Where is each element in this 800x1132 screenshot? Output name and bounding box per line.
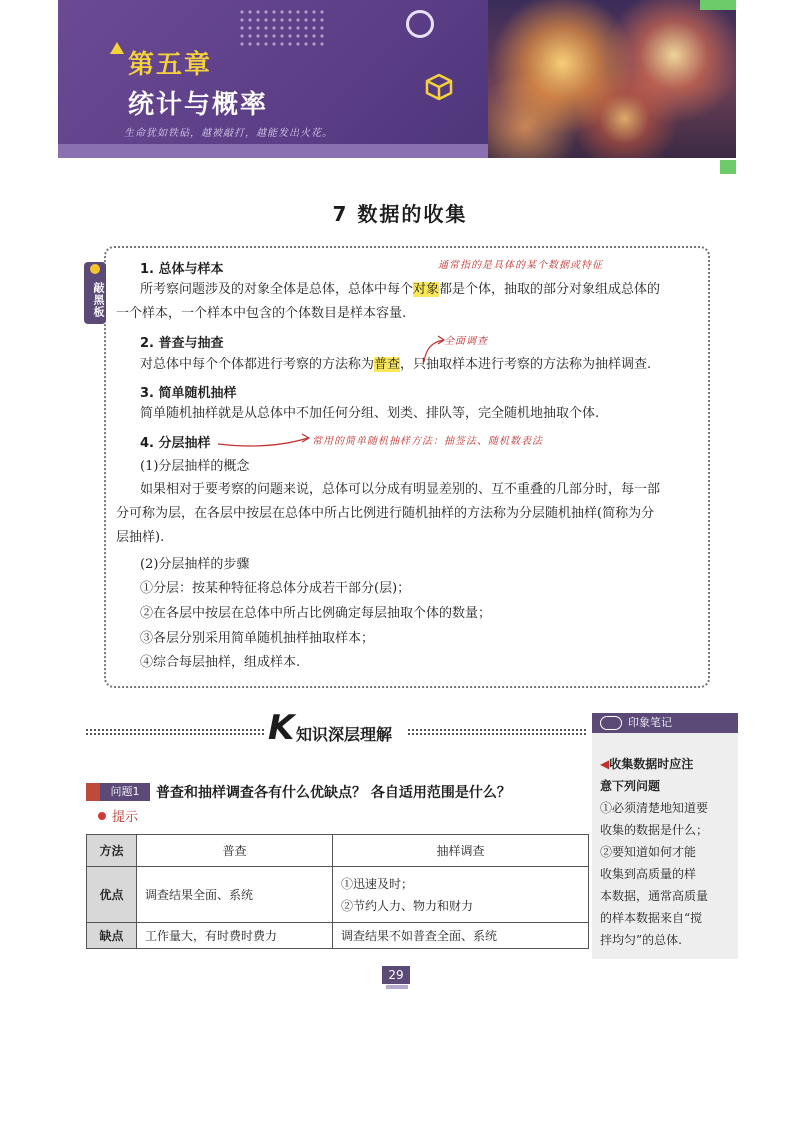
tab-dot-icon — [90, 264, 100, 274]
comparison-table — [86, 834, 589, 949]
table-cell: 调查结果不如普查全面、系统 — [333, 923, 589, 949]
table-header: 普查 — [137, 835, 333, 867]
dot-pattern — [238, 8, 328, 46]
table-cell: 调查结果全面、系统 — [137, 867, 333, 923]
paragraph-line: 分可称为层，在各层中按层在总体中所占比例进行随机抽样的方法称为分层随机抽样(简称为分 — [116, 506, 655, 521]
highlight-census: 普查 — [374, 357, 401, 372]
hint-label: 提示 — [112, 810, 139, 825]
handwritten-note-2: 全面调查 — [444, 336, 488, 347]
arrow-left-icon: ◀ — [600, 757, 610, 771]
table-cell: ①迅速及时； ②节约人力、物力和财力 — [333, 867, 589, 923]
key-points-tab: 敲黑板 — [84, 262, 106, 324]
annotation-arrows — [212, 424, 652, 474]
section-title: 知识深层理解 — [296, 725, 393, 744]
page-title: 7 数据的收集 — [332, 202, 468, 226]
cube-icon — [424, 72, 454, 102]
sub-heading: (2)分层抽样的步骤 — [140, 557, 250, 572]
chapter-banner — [58, 0, 736, 158]
table-header-row — [87, 835, 589, 867]
section-k-icon: K — [268, 708, 295, 748]
heading-census-sampling: 2. 普查与抽查 — [140, 336, 224, 351]
chapter-number: 第五章 — [128, 50, 213, 80]
heading-population-sample: 1. 总体与样本 — [140, 262, 224, 277]
question-text: 普查和抽样调查各有什么优缺点？ 各自适用范围是什么？ — [156, 785, 511, 801]
chapter-motto: 生命犹如铁砧，越被敲打，越能发出火花。 — [124, 128, 333, 139]
chapter-subject: 统计与概率 — [128, 90, 269, 120]
step-item: ③各层分别采用简单随机抽样抽取样本； — [140, 631, 375, 646]
paragraph-line: 如果相对于要考察的问题来说，总体可以分成有明显差别的、互不重叠的几部分时，每一部 — [140, 482, 661, 497]
handwritten-note-1: 通常指的是具体的某个数据或特征 — [438, 260, 603, 271]
elephant-icon — [600, 716, 622, 730]
table-cell: 工作量大，有时费时费力 — [137, 923, 333, 949]
annotation-arrow — [420, 334, 450, 364]
paragraph-line: 一个样本，一个样本中包含的个体数目是样本容量. — [116, 306, 407, 321]
memo-header: 印象笔记 — [592, 713, 738, 733]
memo-panel — [592, 713, 738, 959]
highlight-object: 对象 — [413, 282, 440, 297]
corner-accent — [700, 0, 736, 10]
paragraph-line: 对总体中每个个体都进行考察的方法称为普查，只抽取样本进行考察的方法称为抽样调查. — [140, 357, 652, 372]
table-row — [87, 867, 589, 923]
handwritten-note-3: 常用的简单随机抽样方法：抽签法、随机数表法 — [312, 436, 543, 447]
paragraph-line: 所考察问题涉及的对象全体是总体，总体中每个对象都是个体，抽取的部分对象组成总体的 — [140, 282, 661, 297]
paragraph-line: 简单随机抽样就是从总体中不加任何分组、划类、排队等，完全随机地抽取个体. — [140, 406, 600, 421]
hint-bullet-icon — [98, 812, 106, 820]
table-header: 抽样调查 — [333, 835, 589, 867]
sub-heading: (1)分层抽样的概念 — [140, 459, 250, 474]
triangle-icon — [110, 42, 124, 54]
heading-simple-random: 3. 简单随机抽样 — [140, 386, 237, 401]
step-item: ②在各层中按层在总体中所占比例确定每层抽取个体的数量； — [140, 606, 492, 621]
row-label: 缺点 — [87, 923, 137, 949]
step-item: ④综合每层抽样，组成样本. — [140, 655, 301, 670]
heading-stratified: 4. 分层抽样 — [140, 436, 211, 451]
row-label: 优点 — [87, 867, 137, 923]
fireworks-image — [488, 0, 736, 158]
page-number-base — [386, 985, 408, 989]
banner-strip — [58, 144, 488, 158]
divider-left — [86, 729, 264, 735]
step-item: ①分层：按某种特征将总体分成若干部分(层)； — [140, 581, 411, 596]
paragraph-line: 层抽样). — [116, 530, 165, 545]
memo-content: ◀收集数据时应注 意下列问题 ①必须清楚地知道要 收集的数据是什么； ②要知道如何才能 收集到高质量的样 本数据，通常高质量 的样本数据来自“搅 拌均匀”的总体. — [600, 753, 734, 951]
page-number: 29 — [382, 966, 410, 984]
memo-lead: ◀收集数据时应注 — [600, 757, 694, 771]
table-row — [87, 923, 589, 949]
question-badge: 问题1 — [100, 783, 150, 801]
ring-decoration — [406, 10, 434, 38]
divider-right — [408, 729, 586, 735]
corner-accent — [720, 160, 736, 174]
table-header: 方法 — [87, 835, 137, 867]
